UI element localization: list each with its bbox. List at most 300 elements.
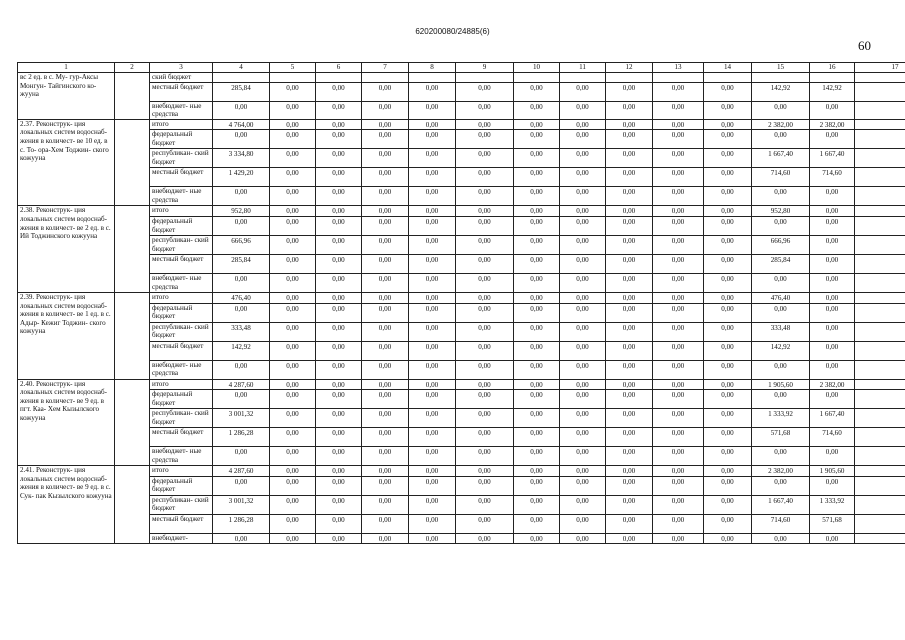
amount-cell: 0,00: [653, 119, 704, 130]
amount-cell: 0,00: [560, 168, 606, 187]
amount-cell: 0,00: [752, 101, 810, 119]
amount-cell: 3 001,32: [213, 409, 270, 428]
funding-source-cell: ский бюджет: [150, 73, 213, 83]
amount-cell: 1 905,60: [752, 379, 810, 390]
table-row: [18, 168, 905, 187]
amount-cell: 0,00: [514, 476, 560, 495]
amount-cell: [653, 73, 704, 83]
amount-cell: 0,00: [270, 341, 316, 360]
amount-cell: 0,00: [270, 379, 316, 390]
amount-cell: 0,00: [560, 273, 606, 292]
note-cell: [855, 409, 905, 428]
amount-cell: 0,00: [514, 82, 560, 101]
amount-cell: 0,00: [752, 216, 810, 235]
amount-cell: 0,00: [704, 476, 752, 495]
amount-cell: 0,00: [704, 390, 752, 409]
header-cell: 15: [752, 63, 810, 73]
amount-cell: 0,00: [213, 360, 270, 379]
amount-cell: 0,00: [653, 82, 704, 101]
amount-cell: 0,00: [606, 130, 653, 149]
amount-cell: 0,00: [514, 533, 560, 544]
funding-source-cell: итого: [150, 119, 213, 130]
amount-cell: 0,00: [704, 82, 752, 101]
amount-cell: 0,00: [514, 341, 560, 360]
amount-cell: 0,00: [362, 254, 409, 273]
amount-cell: 0,00: [606, 322, 653, 341]
funding-source-cell: местный бюджет: [150, 168, 213, 187]
amount-cell: 0,00: [456, 409, 514, 428]
amount-cell: 0,00: [362, 235, 409, 254]
amount-cell: 0,00: [362, 447, 409, 466]
amount-cell: 0,00: [409, 216, 456, 235]
amount-cell: 0,00: [316, 216, 362, 235]
amount-cell: 0,00: [409, 322, 456, 341]
amount-cell: 0,00: [456, 466, 514, 477]
amount-cell: 0,00: [606, 428, 653, 447]
funding-source-cell: федеральный бюджет: [150, 476, 213, 495]
header-cell: 7: [362, 63, 409, 73]
amount-cell: 0,00: [213, 533, 270, 544]
amount-cell: 0,00: [213, 101, 270, 119]
amount-cell: 0,00: [409, 360, 456, 379]
amount-cell: 0,00: [606, 273, 653, 292]
funding-source-cell: итого: [150, 466, 213, 477]
amount-cell: 0,00: [653, 101, 704, 119]
amount-cell: 0,00: [653, 379, 704, 390]
amount-cell: 0,00: [653, 341, 704, 360]
amount-cell: 0,00: [362, 341, 409, 360]
amount-cell: 0,00: [514, 495, 560, 514]
amount-cell: 1 905,60: [810, 466, 855, 477]
amount-cell: 0,00: [514, 447, 560, 466]
funding-source-cell: внебюджет- ные средства: [150, 447, 213, 466]
note-cell: [855, 130, 905, 149]
amount-cell: 0,00: [560, 341, 606, 360]
amount-cell: 0,00: [409, 466, 456, 477]
table-row: [18, 447, 905, 466]
amount-cell: 0,00: [560, 360, 606, 379]
amount-cell: 0,00: [362, 130, 409, 149]
header-cell: 2: [115, 63, 150, 73]
header-cell: 10: [514, 63, 560, 73]
amount-cell: 0,00: [316, 206, 362, 217]
amount-cell: 0,00: [270, 206, 316, 217]
amount-cell: 0,00: [514, 149, 560, 168]
amount-cell: 0,00: [514, 360, 560, 379]
table-row: [18, 303, 905, 322]
amount-cell: 0,00: [409, 101, 456, 119]
table-row: [18, 119, 905, 130]
amount-cell: 0,00: [270, 476, 316, 495]
amount-cell: 0,00: [270, 303, 316, 322]
funding-source-cell: местный бюджет: [150, 341, 213, 360]
amount-cell: 0,00: [213, 303, 270, 322]
amount-cell: 0,00: [653, 254, 704, 273]
funding-source-cell: федеральный бюджет: [150, 390, 213, 409]
amount-cell: 0,00: [606, 187, 653, 206]
amount-cell: 0,00: [362, 390, 409, 409]
amount-cell: 0,00: [606, 466, 653, 477]
amount-cell: 0,00: [456, 292, 514, 303]
amount-cell: 476,40: [213, 292, 270, 303]
amount-cell: 0,00: [560, 206, 606, 217]
amount-cell: 0,00: [270, 187, 316, 206]
table-row: [18, 476, 905, 495]
amount-cell: 0,00: [514, 409, 560, 428]
amount-cell: 0,00: [456, 447, 514, 466]
note-cell: [855, 254, 905, 273]
amount-cell: 0,00: [213, 130, 270, 149]
amount-cell: 0,00: [514, 130, 560, 149]
table-row: [18, 466, 905, 477]
amount-cell: 1 286,28: [213, 428, 270, 447]
amount-cell: 0,00: [752, 390, 810, 409]
amount-cell: [270, 73, 316, 83]
header-cell: 9: [456, 63, 514, 73]
header-cell: 13: [653, 63, 704, 73]
amount-cell: 0,00: [409, 476, 456, 495]
note-cell: [855, 379, 905, 390]
funding-source-cell: республикан- ский бюджет: [150, 409, 213, 428]
amount-cell: 0,00: [456, 495, 514, 514]
measure-name-cell: 2.40. Реконструк- ция локальных систем водоснаб- жения в количест- ве 9 ед. в пгт. Каа- Хем Кызылского кожууна: [18, 379, 115, 466]
header-cell: 11: [560, 63, 606, 73]
amount-cell: 0,00: [362, 206, 409, 217]
amount-cell: 0,00: [456, 273, 514, 292]
amount-cell: 0,00: [456, 514, 514, 533]
budget-table: [17, 62, 905, 544]
funding-source-cell: внебюджет-: [150, 533, 213, 544]
table-row: [18, 409, 905, 428]
table-row: [18, 341, 905, 360]
amount-cell: 0,00: [704, 101, 752, 119]
amount-cell: 1 667,40: [810, 409, 855, 428]
amount-cell: 0,00: [362, 379, 409, 390]
amount-cell: 0,00: [653, 390, 704, 409]
funding-source-cell: местный бюджет: [150, 428, 213, 447]
amount-cell: 0,00: [316, 149, 362, 168]
amount-cell: 0,00: [653, 428, 704, 447]
amount-cell: 0,00: [270, 101, 316, 119]
amount-cell: 0,00: [362, 168, 409, 187]
amount-cell: 0,00: [456, 303, 514, 322]
amount-cell: 0,00: [606, 409, 653, 428]
amount-cell: 714,60: [752, 514, 810, 533]
header-cell: 3: [150, 63, 213, 73]
amount-cell: 1 333,92: [810, 495, 855, 514]
amount-cell: 285,84: [213, 82, 270, 101]
amount-cell: 0,00: [606, 447, 653, 466]
table-row: [18, 187, 905, 206]
funding-source-cell: итого: [150, 292, 213, 303]
amount-cell: 0,00: [606, 235, 653, 254]
note-cell: [855, 495, 905, 514]
amount-cell: [213, 73, 270, 83]
header-cell: 12: [606, 63, 653, 73]
amount-cell: 0,00: [316, 428, 362, 447]
amount-cell: 0,00: [810, 235, 855, 254]
amount-cell: 0,00: [316, 101, 362, 119]
amount-cell: 0,00: [270, 292, 316, 303]
amount-cell: 0,00: [270, 447, 316, 466]
amount-cell: 1 429,20: [213, 168, 270, 187]
amount-cell: 0,00: [606, 379, 653, 390]
amount-cell: 0,00: [514, 322, 560, 341]
amount-cell: 3 001,32: [213, 495, 270, 514]
amount-cell: 0,00: [514, 390, 560, 409]
amount-cell: 0,00: [606, 292, 653, 303]
amount-cell: 0,00: [456, 119, 514, 130]
document-id: 620200080/24885(6): [415, 27, 490, 36]
amount-cell: 0,00: [704, 360, 752, 379]
amount-cell: 952,80: [752, 206, 810, 217]
table-row: [18, 149, 905, 168]
amount-cell: 0,00: [704, 216, 752, 235]
funding-source-cell: внебюджет- ные средства: [150, 360, 213, 379]
table-row: [18, 514, 905, 533]
amount-cell: 0,00: [456, 360, 514, 379]
note-cell: [855, 235, 905, 254]
amount-cell: 0,00: [560, 379, 606, 390]
amount-cell: 4 287,60: [213, 379, 270, 390]
funding-source-cell: федеральный бюджет: [150, 130, 213, 149]
amount-cell: 0,00: [704, 322, 752, 341]
amount-cell: 0,00: [704, 409, 752, 428]
amount-cell: 0,00: [560, 119, 606, 130]
table-row: [18, 379, 905, 390]
amount-cell: 1 667,40: [752, 149, 810, 168]
amount-cell: 0,00: [362, 514, 409, 533]
header-cell: 14: [704, 63, 752, 73]
amount-cell: 0,00: [704, 341, 752, 360]
amount-cell: 0,00: [316, 292, 362, 303]
amount-cell: 142,92: [752, 341, 810, 360]
amount-cell: 0,00: [752, 447, 810, 466]
header-cell: 5: [270, 63, 316, 73]
amount-cell: 0,00: [456, 476, 514, 495]
amount-cell: 0,00: [270, 273, 316, 292]
amount-cell: 0,00: [514, 206, 560, 217]
funding-source-cell: итого: [150, 206, 213, 217]
amount-cell: 0,00: [316, 273, 362, 292]
table-row: [18, 206, 905, 217]
amount-cell: 0,00: [560, 130, 606, 149]
amount-cell: 0,00: [456, 254, 514, 273]
note-cell: [855, 101, 905, 119]
amount-cell: 0,00: [213, 447, 270, 466]
amount-cell: 0,00: [409, 206, 456, 217]
amount-cell: 0,00: [606, 149, 653, 168]
amount-cell: 0,00: [270, 82, 316, 101]
amount-cell: 0,00: [362, 495, 409, 514]
amount-cell: 0,00: [409, 409, 456, 428]
amount-cell: 0,00: [606, 254, 653, 273]
amount-cell: 0,00: [316, 495, 362, 514]
amount-cell: 0,00: [409, 379, 456, 390]
amount-cell: 714,60: [810, 168, 855, 187]
amount-cell: [409, 73, 456, 83]
amount-cell: 0,00: [560, 466, 606, 477]
amount-cell: 952,80: [213, 206, 270, 217]
amount-cell: 0,00: [409, 273, 456, 292]
amount-cell: 0,00: [752, 130, 810, 149]
amount-cell: 0,00: [560, 216, 606, 235]
amount-cell: 0,00: [704, 514, 752, 533]
amount-cell: 0,00: [270, 168, 316, 187]
amount-cell: 0,00: [653, 130, 704, 149]
amount-cell: 0,00: [560, 235, 606, 254]
measure-name-cell: 2.37. Реконструк- ция локальных систем водоснаб- жения в количест- ве 10 ед. в с. То- ора-Хем Тоджин- ского кожууна: [18, 119, 115, 206]
note-cell: [855, 341, 905, 360]
amount-cell: 0,00: [704, 495, 752, 514]
amount-cell: 0,00: [560, 428, 606, 447]
amount-cell: 0,00: [270, 360, 316, 379]
amount-cell: 0,00: [653, 447, 704, 466]
header-cell: 8: [409, 63, 456, 73]
table-row: [18, 130, 905, 149]
amount-cell: 0,00: [316, 341, 362, 360]
amount-cell: 0,00: [653, 149, 704, 168]
amount-cell: 0,00: [704, 466, 752, 477]
measure-name-cell: 2.38. Реконструк- ция локальных систем водоснаб- жения в количест- ве 2 ед. в с. Ий Тоджинского кожууна: [18, 206, 115, 293]
amount-cell: 0,00: [653, 292, 704, 303]
amount-cell: 0,00: [514, 254, 560, 273]
amount-cell: 0,00: [409, 149, 456, 168]
amount-cell: 0,00: [560, 254, 606, 273]
amount-cell: 1 667,40: [752, 495, 810, 514]
amount-cell: 0,00: [560, 495, 606, 514]
amount-cell: 0,00: [560, 82, 606, 101]
page-number: 60: [858, 38, 871, 53]
header-cell: 4: [213, 63, 270, 73]
amount-cell: 0,00: [316, 322, 362, 341]
note-cell: [855, 206, 905, 217]
amount-cell: 0,00: [704, 168, 752, 187]
amount-cell: 0,00: [270, 216, 316, 235]
note-cell: [855, 428, 905, 447]
note-cell: [855, 292, 905, 303]
amount-cell: 0,00: [514, 303, 560, 322]
amount-cell: 0,00: [606, 495, 653, 514]
amount-cell: 0,00: [606, 303, 653, 322]
funding-source-cell: местный бюджет: [150, 514, 213, 533]
amount-cell: 0,00: [270, 254, 316, 273]
amount-cell: 0,00: [560, 322, 606, 341]
amount-cell: 0,00: [810, 390, 855, 409]
amount-cell: 0,00: [316, 476, 362, 495]
amount-cell: 571,68: [752, 428, 810, 447]
amount-cell: 0,00: [653, 409, 704, 428]
amount-cell: 1 667,40: [810, 149, 855, 168]
amount-cell: 0,00: [606, 476, 653, 495]
note-cell: [855, 303, 905, 322]
amount-cell: [316, 73, 362, 83]
amount-cell: 0,00: [270, 235, 316, 254]
amount-cell: 0,00: [456, 379, 514, 390]
funding-source-cell: республикан- ский бюджет: [150, 495, 213, 514]
amount-cell: 0,00: [514, 235, 560, 254]
amount-cell: 0,00: [653, 466, 704, 477]
amount-cell: [752, 73, 810, 83]
amount-cell: 0,00: [514, 168, 560, 187]
amount-cell: 0,00: [213, 273, 270, 292]
amount-cell: 714,60: [810, 428, 855, 447]
amount-cell: 0,00: [456, 235, 514, 254]
amount-cell: 0,00: [653, 303, 704, 322]
amount-cell: 0,00: [704, 235, 752, 254]
amount-cell: 0,00: [653, 360, 704, 379]
amount-cell: 0,00: [704, 149, 752, 168]
header-cell: 6: [316, 63, 362, 73]
amount-cell: 0,00: [409, 303, 456, 322]
amount-cell: 0,00: [270, 533, 316, 544]
header-cell: 1: [18, 63, 115, 73]
amount-cell: 0,00: [653, 322, 704, 341]
note-cell: [855, 476, 905, 495]
amount-cell: 0,00: [213, 476, 270, 495]
amount-cell: 0,00: [270, 119, 316, 130]
measure-name-cell: 2.39. Реконструк- ция локальных систем водоснаб- жения в количест- ве 1 ед. в с. Адыр- Кежиг Тоджин- ского кожууна: [18, 292, 115, 379]
note-cell: [855, 273, 905, 292]
amount-cell: 3 334,80: [213, 149, 270, 168]
amount-cell: 0,00: [810, 292, 855, 303]
amount-cell: 666,96: [213, 235, 270, 254]
amount-cell: 0,00: [456, 341, 514, 360]
note-cell: [855, 360, 905, 379]
amount-cell: [456, 73, 514, 83]
amount-cell: 0,00: [752, 187, 810, 206]
amount-cell: 0,00: [704, 292, 752, 303]
amount-cell: 0,00: [653, 273, 704, 292]
amount-cell: 0,00: [456, 187, 514, 206]
amount-cell: 0,00: [560, 514, 606, 533]
amount-cell: 0,00: [409, 428, 456, 447]
table-row: [18, 428, 905, 447]
amount-cell: 0,00: [810, 533, 855, 544]
amount-cell: 0,00: [362, 303, 409, 322]
amount-cell: 0,00: [606, 101, 653, 119]
amount-cell: 0,00: [653, 476, 704, 495]
amount-cell: 0,00: [752, 273, 810, 292]
amount-cell: 0,00: [270, 428, 316, 447]
amount-cell: 0,00: [653, 514, 704, 533]
header-row: [18, 63, 905, 73]
table-row: [18, 360, 905, 379]
amount-cell: 0,00: [362, 216, 409, 235]
amount-cell: 0,00: [316, 379, 362, 390]
amount-cell: 0,00: [560, 187, 606, 206]
amount-cell: 0,00: [752, 360, 810, 379]
amount-cell: 0,00: [704, 187, 752, 206]
amount-cell: 0,00: [456, 168, 514, 187]
note-cell: [855, 447, 905, 466]
amount-cell: 0,00: [606, 390, 653, 409]
amount-cell: 0,00: [316, 168, 362, 187]
amount-cell: 0,00: [514, 466, 560, 477]
table-row: [18, 322, 905, 341]
amount-cell: 0,00: [704, 119, 752, 130]
amount-cell: 0,00: [653, 168, 704, 187]
amount-cell: 0,00: [270, 322, 316, 341]
funding-source-cell: местный бюджет: [150, 254, 213, 273]
amount-cell: 285,84: [752, 254, 810, 273]
funding-source-cell: республикан- ский бюджет: [150, 235, 213, 254]
amount-cell: 2 382,00: [752, 119, 810, 130]
amount-cell: 0,00: [316, 235, 362, 254]
amount-cell: 4 287,60: [213, 466, 270, 477]
note-cell: [855, 73, 905, 83]
amount-cell: 142,92: [810, 82, 855, 101]
